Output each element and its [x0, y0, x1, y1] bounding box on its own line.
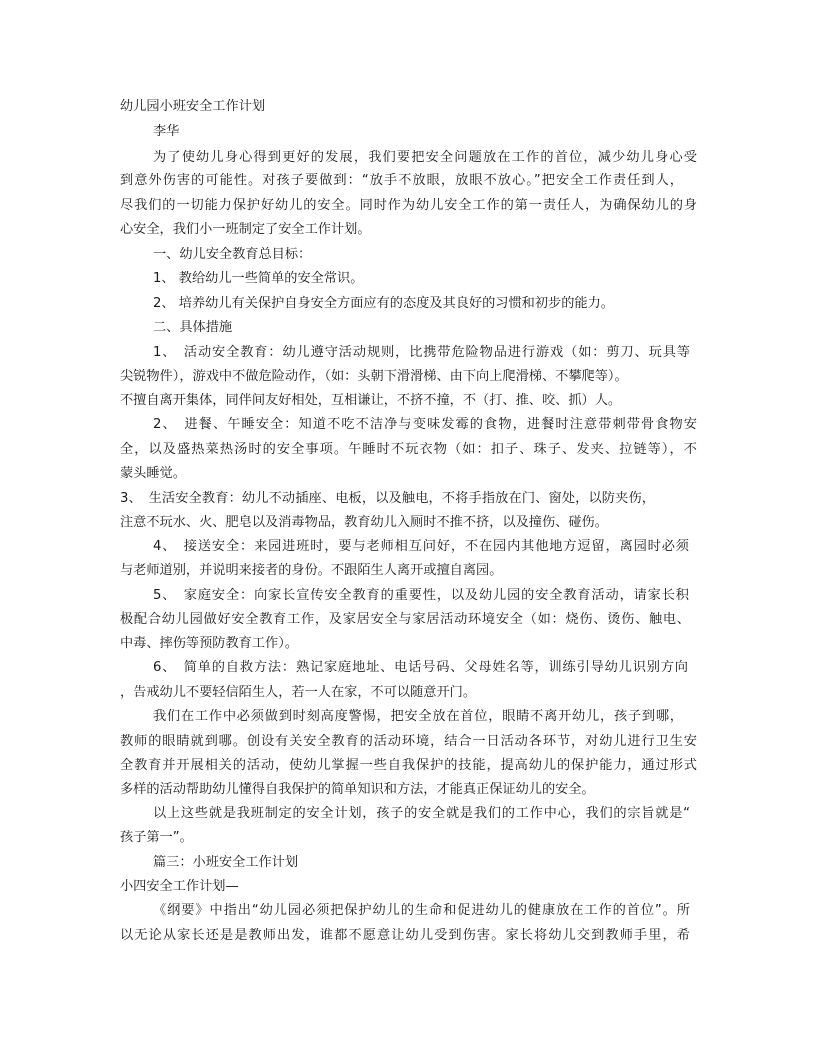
text-line: 4、 接送安全：来园进班时，要与老师相互问好，不在园内其他地方逗留，离园时必须: [153, 539, 689, 554]
section-heading: 一、幼儿安全教育总目标：: [153, 247, 312, 262]
section-heading: 篇三：小班安全工作计划: [153, 855, 299, 870]
text-line: 蒙头睡觉。: [120, 466, 186, 481]
text-line: 以上这些就是我班制定的安全计划，孩子的安全就是我们的工作中心，我们的宗旨就是“: [153, 806, 690, 821]
text-line: 为了使幼儿身心得到更好的发展，我们要把安全问题放在工作的首位，减少幼儿身心受: [153, 150, 697, 165]
text-line: 不擅自离开集体，同伴间友好相处，互相谦让，不挤不撞，不（打、推、咬、抓）人。: [120, 393, 622, 408]
text-line: 3、 生活安全教育：幼儿不动插座、电板，以及触电，不将手指放在门、窗处，以防夹伤，: [120, 491, 655, 506]
text-line: 《纲要》中指出“幼儿园必须把保护幼儿的生命和促进幼儿的健康放在工作的首位”。所: [153, 903, 690, 918]
text-line: 6、 简单的自救方法：熟记家庭地址、电话号码、父母姓名等，训练引导幼儿识别方向: [153, 660, 688, 675]
text-line: 尽我们的一切能力保护好幼儿的安全。同时作为幼儿安全工作的第一责任人，为确保幼儿的身: [120, 198, 697, 213]
text-line: 心安全，我们小一班制定了安全工作计划。: [120, 222, 371, 237]
list-item: 1、 教给幼儿一些简单的安全常识。: [153, 271, 364, 286]
text-line: 尖锐物件），游戏中不做危险动作，（如：头朝下滑滑梯、由下向上爬滑梯、不攀爬等）。: [120, 369, 628, 384]
author-name: 李华: [153, 124, 180, 139]
text-line: 极配合幼儿园做好安全教育工作，及家居安全与家居活动环境安全（如：烧伤、烫伤、触电、: [120, 612, 690, 627]
document-title: 幼儿园小班安全工作计划: [120, 99, 266, 114]
text-line: 5、 家庭安全：向家长宣传安全教育的重要性，以及幼儿园的安全教育活动，请家长积: [153, 588, 689, 603]
section-heading: 二、具体措施: [153, 320, 233, 335]
text-line: 中毒、摔伤等预防教育工作）。: [120, 636, 299, 651]
text-line: 与老师道别，并说明来接者的身份。不跟陌生人离开或擅自离园。: [120, 563, 503, 578]
text-line: 到意外伤害的可能性。对孩子要做到：“放手不放眼，放眼不放心。”把安全工作责任到人，: [120, 173, 683, 188]
text-line: 全教育并开展相关的活动，使幼儿掌握一些自我保护的技能，提高幼儿的保护能力，通过形式: [120, 758, 697, 773]
list-item: 2、 培养幼儿有关保护自身安全方面应有的态度及其良好的习惯和初步的能力。: [153, 296, 614, 311]
text-line: 1、 活动安全教育：幼儿遵守活动规则，比携带危险物品进行游戏（如：剪刀、玩具等: [153, 345, 690, 360]
text-line: 多样的活动帮助幼儿懂得自我保护的简单知识和方法，才能真正保证幼儿的安全。: [120, 782, 595, 797]
text-line: 以无论从家长还是是教师出发，谁都不愿意让幼儿受到伤害。家长将幼儿交到教师手里，希: [120, 928, 690, 943]
text-line: 教师的眼睛就到哪。创设有关安全教育的活动环境，结合一日活动各环节，对幼儿进行卫生安: [120, 734, 697, 749]
text-line: 全，以及盛热菜热汤时的安全事项。午睡时不玩衣物（如：扣子、珠子、发夹、拉链等），不: [120, 442, 697, 457]
text-line: 2、 进餐、午睡安全：知道不吃不洁净与变味发霉的食物，进餐时注意带刺带骨食物安: [153, 417, 697, 432]
text-line: 注意不玩水、火、肥皂以及消毒物品，教育幼儿入厕时不推不挤，以及撞伤、碰伤。: [120, 515, 608, 530]
text-line: 我们在工作中必须做到时刻高度警惕，把安全放在首位，眼睛不离开幼儿，孩子到哪，: [153, 709, 683, 724]
text-line: ，告戒幼儿不要轻信陌生人，若一人在家，不可以随意开门。: [120, 685, 477, 700]
section-heading: 小四安全工作计划—: [120, 879, 239, 894]
text-line: 孩子第一”。: [120, 830, 193, 845]
